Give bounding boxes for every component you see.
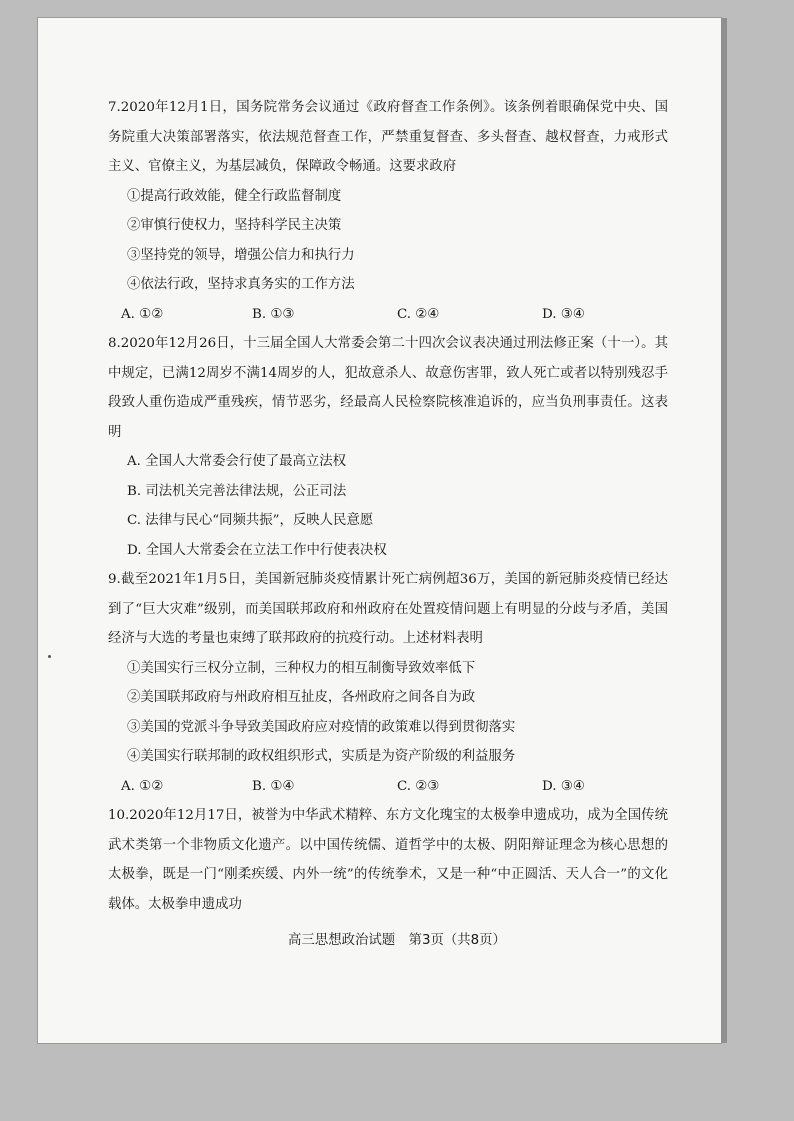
option-c: C. 法律与民心“同频共振”，反映人民意愿 xyxy=(127,513,374,528)
question-8 xyxy=(108,329,668,565)
choice-d: D. ③④ xyxy=(542,306,585,322)
exam-content xyxy=(108,93,668,919)
statement-1: ①提高行政效能，健全行政监督制度 xyxy=(127,188,342,204)
question-10 xyxy=(108,801,668,919)
choice-a: A. ①② xyxy=(121,778,164,794)
option-a: A. 全国人大常委会行使了最高立法权 xyxy=(127,454,347,469)
question-9 xyxy=(108,565,668,801)
option-b: B. 司法机关完善法律法规，公正司法 xyxy=(127,483,347,499)
choice-c: C. ②③ xyxy=(397,778,440,794)
question-stem: 7.2020年12月1日，国务院常务会议通过《政府督查工作条例》。该条例着眼确保党中央、国务院重大决策部署落实，依法规范督查工作，严禁重复督查、多头督查、越权督查，力戒形式主义、官僚主义，为基层减负，保障政令畅通。这要求政府 xyxy=(108,100,668,174)
page-footer: 高三思想政治试题 第3页（共8页） xyxy=(288,933,506,948)
choice-a: A. ①② xyxy=(121,306,164,322)
statement-4: ④依法行政，坚持求真务实的工作方法 xyxy=(127,277,355,292)
statement-2: ②审慎行使权力，坚持科学民主决策 xyxy=(127,218,342,233)
choice-c: C. ②④ xyxy=(397,306,440,322)
question-stem: 9.截至2021年1月5日，美国新冠肺炎疫情累计死亡病例超36万，美国的新冠肺炎疫情已经达到了“巨大灾难”级别，而美国联邦政府和州政府在处置疫情问题上有明显的分歧与矛盾，美国经济与大选的考量也束缚了联邦政府的抗疫行动。上述材料表明 xyxy=(108,572,668,646)
question-stem: 8.2020年12月26日，十三届全国人大常委会第二十四次会议表决通过刑法修正案（十一）。其中规定，已满12周岁不满14周岁的人，犯故意杀人、故意伤害罪，致人死亡或者以特别残忍手段致人重伤造成严重残疾，情节恶劣，经最高人民检察院核准追诉的，应当负刑事责任。这表明 xyxy=(108,336,668,440)
statement-4: ④美国实行联邦制的政权组织形式，实质是为资产阶级的利益服务 xyxy=(127,749,516,764)
question-stem: 10.2020年12月17日，被誉为中华武术精粹、东方文化瑰宝的太极拳申遗成功，成为全国传统武术类第一个非物质文化遗产。以中国传统儒、道哲学中的太极、阴阳辩证理念为核心思想的太极拳，既是一门“刚柔疾缓、内外一统”的传统拳术，又是一种“中正圆活、天人合一”的文化载体。太极拳申遗成功 xyxy=(108,808,668,912)
choice-b: B. ①④ xyxy=(252,778,295,794)
statement-1: ①美国实行三权分立制，三种权力的相互制衡导致效率低下 xyxy=(127,660,476,676)
scan-edge xyxy=(721,18,727,1043)
answer-choices xyxy=(108,300,668,330)
statement-3: ③美国的党派斗争导致美国政府应对疫情的政策难以得到贯彻落实 xyxy=(127,719,516,735)
question-7 xyxy=(108,93,668,329)
answer-choices xyxy=(108,772,668,802)
statement-3: ③坚持党的领导，增强公信力和执行力 xyxy=(127,247,355,263)
option-d: D. 全国人大常委会在立法工作中行使表决权 xyxy=(127,542,387,558)
scan-speck xyxy=(48,655,51,658)
choice-d: D. ③④ xyxy=(542,778,585,794)
statement-2: ②美国联邦政府与州政府相互扯皮，各州政府之间各自为政 xyxy=(127,690,476,705)
choice-b: B. ①③ xyxy=(252,306,295,322)
